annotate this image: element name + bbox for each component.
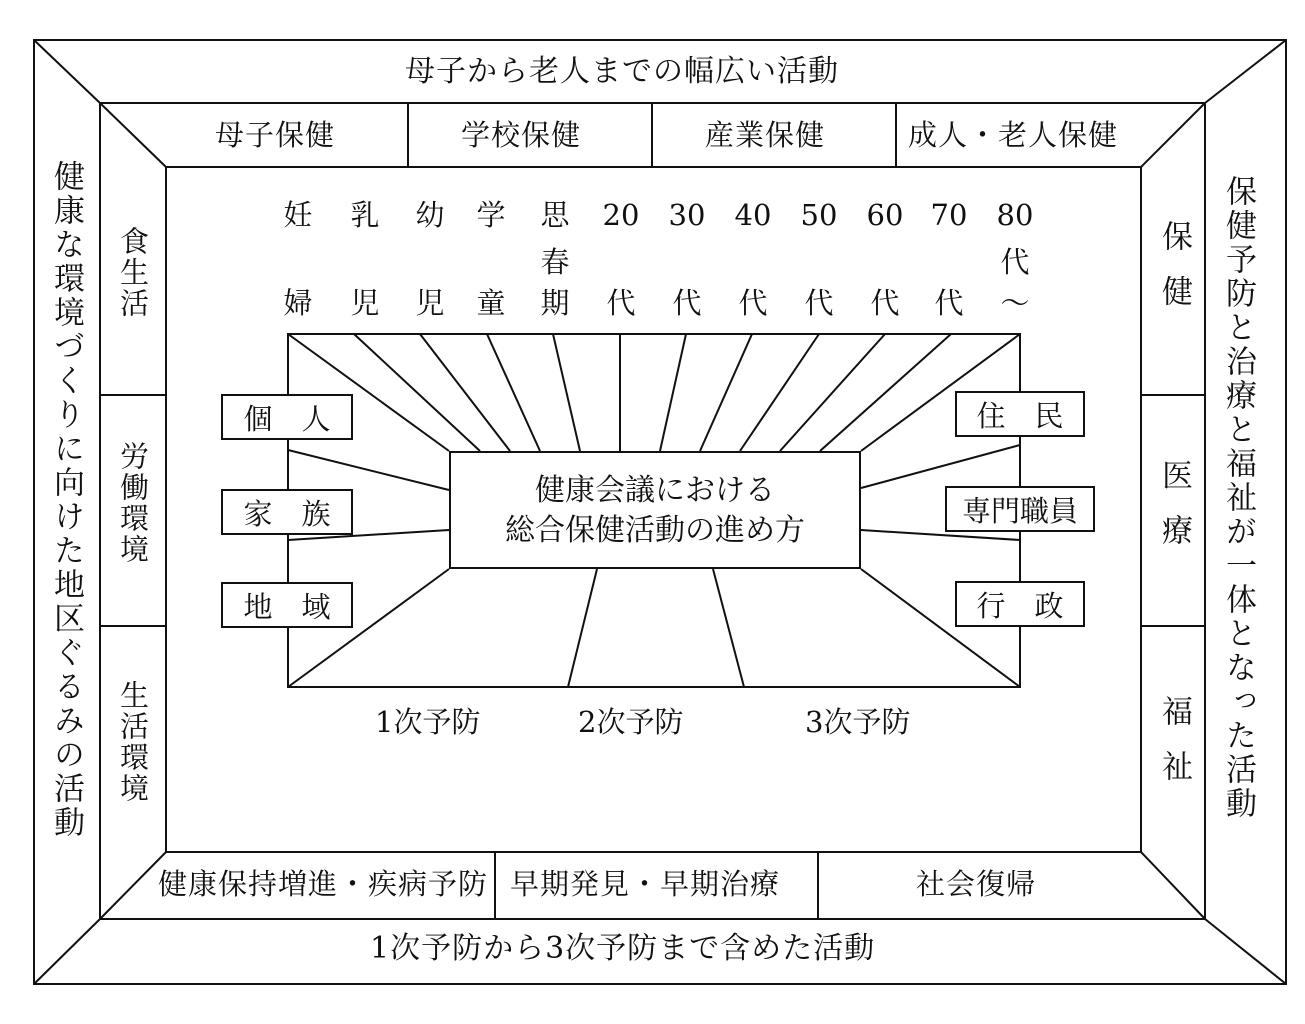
center-title-line2: 総合保健活動の進め方 xyxy=(505,513,805,548)
outer-bottom-label: 1次予防から3次予防まで含めた活動 xyxy=(370,931,876,966)
inner-left-0: 食生活 xyxy=(116,226,150,319)
inner-right-1: 医療 xyxy=(1156,459,1192,569)
outer-right-label: 保健予防と治療と福祉が一体となった活動 xyxy=(1220,175,1256,821)
age-row3-4: 期 xyxy=(540,286,570,320)
age-row1-3: 学 xyxy=(476,198,506,232)
inner-bottom-0: 健康保持増進・疾病予防 xyxy=(158,867,489,901)
prevention-tertiary: 3次予防 xyxy=(805,705,911,739)
inner-right-2: 福祉 xyxy=(1156,695,1192,805)
prevention-secondary: 2次予防 xyxy=(578,705,684,739)
age-row3-5: 代 xyxy=(606,286,636,320)
age-row1-4: 思 xyxy=(540,198,570,232)
box-administration: 行 政 xyxy=(955,581,1085,627)
box-individual: 個 人 xyxy=(221,394,353,440)
box-professionals: 専門職員 xyxy=(945,486,1095,532)
age-row1-5: 20 xyxy=(602,198,640,232)
prevention-primary: 1次予防 xyxy=(375,705,481,739)
age-row3-3: 童 xyxy=(476,286,506,320)
inner-left-1: 労働環境 xyxy=(116,441,150,565)
age-row3-0: 婦 xyxy=(283,286,313,320)
age-row1-6: 30 xyxy=(668,198,706,232)
box-residents: 住 民 xyxy=(955,391,1085,437)
center-title-box xyxy=(449,451,861,569)
age-row3-11: 〜 xyxy=(1000,286,1030,320)
age-row1-1: 乳 xyxy=(350,198,380,232)
age-row3-9: 代 xyxy=(870,286,900,320)
outer-left-label: 健康な環境づくりに向けた地区ぐるみの活動 xyxy=(48,160,84,840)
inner-top-2: 産業保健 xyxy=(705,118,826,152)
age-row1-7: 40 xyxy=(734,198,772,232)
box-family: 家 族 xyxy=(221,489,353,535)
inner-top-3: 成人・老人保健 xyxy=(908,118,1119,152)
age-row3-10: 代 xyxy=(934,286,964,320)
inner-bottom-1: 早期発見・早期治療 xyxy=(510,867,781,901)
age-row1-2: 幼 xyxy=(415,198,445,232)
inner-left-2: 生活環境 xyxy=(116,680,150,804)
inner-bottom-2: 社会復帰 xyxy=(916,867,1037,901)
box-community: 地 域 xyxy=(221,582,353,628)
center-title-line1: 健康会議における xyxy=(535,473,775,508)
age-row1-10: 70 xyxy=(930,198,968,232)
age-row3-8: 代 xyxy=(804,286,834,320)
inner-top-1: 学校保健 xyxy=(461,118,582,152)
age-row2-4: 春 xyxy=(540,245,570,279)
age-row3-6: 代 xyxy=(672,286,702,320)
age-row3-7: 代 xyxy=(738,286,768,320)
age-row3-2: 児 xyxy=(415,286,445,320)
outer-top-label: 母子から老人までの幅広い活動 xyxy=(405,54,839,89)
age-row3-1: 児 xyxy=(350,286,380,320)
age-row1-8: 50 xyxy=(800,198,838,232)
age-row1-0: 妊 xyxy=(283,198,313,232)
inner-top-0: 母子保健 xyxy=(215,118,336,152)
age-row2-11: 代 xyxy=(1000,245,1030,279)
age-row1-9: 60 xyxy=(866,198,904,232)
inner-right-0: 保健 xyxy=(1156,220,1192,330)
age-row1-11: 80 xyxy=(996,198,1034,232)
